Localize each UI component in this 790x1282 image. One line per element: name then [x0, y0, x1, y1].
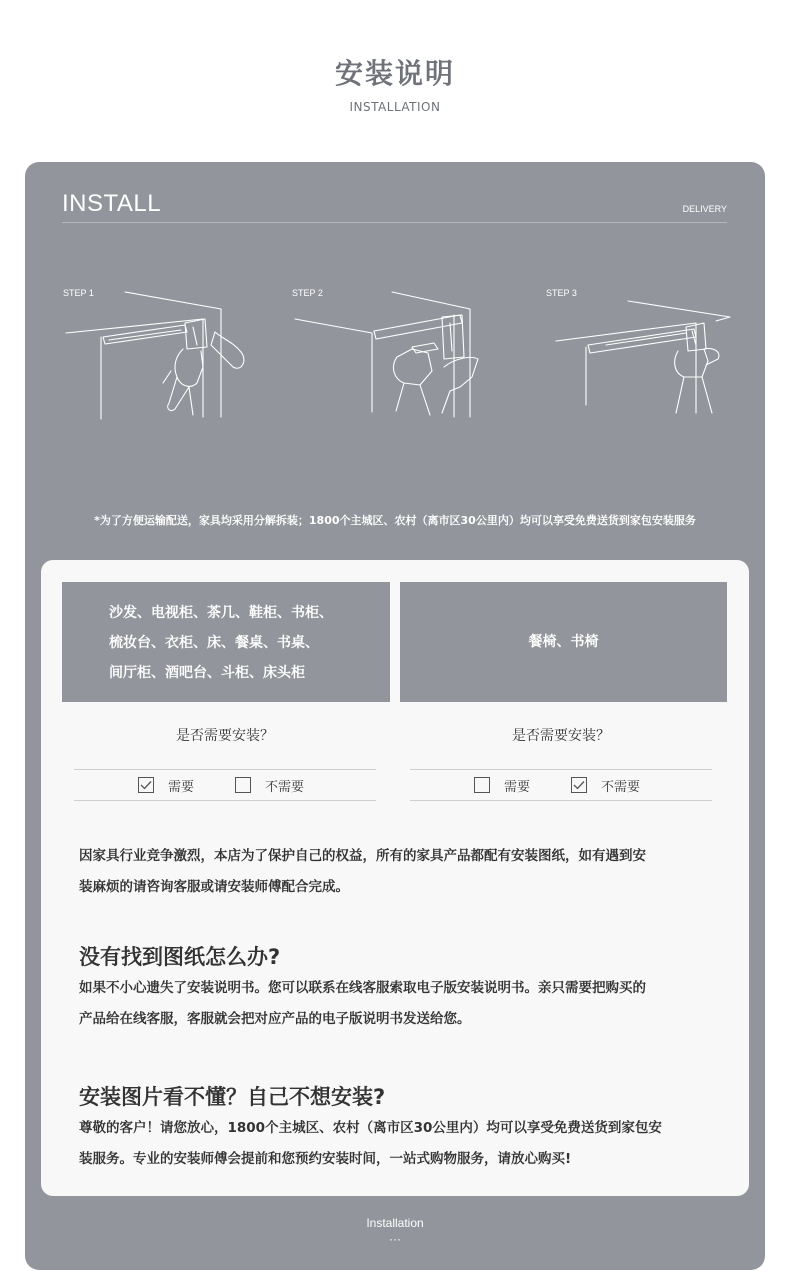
option-label: 需要	[504, 779, 531, 795]
category-line: 梳妆台、衣柜、床、餐桌、书桌、	[109, 635, 319, 651]
checkbox-unchecked-icon[interactable]	[474, 777, 490, 793]
option-label: 需要	[168, 779, 195, 795]
step-3-label: STEP 3	[546, 288, 577, 298]
category-line: 沙发、电视柜、茶几、鞋柜、书柜、	[109, 605, 333, 621]
category-box-chairs	[400, 582, 727, 702]
option-no-install[interactable]	[235, 775, 304, 795]
faq-answer-install-help	[79, 1113, 719, 1175]
step-2-label: STEP 2	[292, 288, 323, 298]
category-line: 间厅柜、酒吧台、斗柜、床头柜	[109, 665, 305, 681]
category-box-furniture	[62, 582, 390, 702]
option-no-install[interactable]	[571, 775, 640, 795]
option-label: 不需要	[265, 779, 305, 795]
option-need-install[interactable]	[138, 775, 194, 795]
install-question-left: 是否需要安装？	[176, 728, 274, 744]
page-subtitle: INSTALLATION	[349, 100, 441, 114]
paragraph-line: 装麻烦的请咨询客服或请安装师傅配合完成。	[79, 879, 349, 895]
install-info-card	[41, 560, 749, 1196]
faq-title-missing-manual: 没有找到图纸怎么办?	[79, 945, 281, 969]
paragraph-line: 装服务。专业的安装师傅会提前和您预约安装时间，一站式购物服务，请放心购买!	[79, 1151, 572, 1167]
install-options-right	[410, 769, 712, 801]
footer-dots: ···	[389, 1232, 401, 1246]
option-need-install[interactable]	[474, 775, 530, 795]
faq-title-install-help: 安装图片看不懂？自己不想安装?	[79, 1085, 386, 1109]
checkbox-unchecked-icon[interactable]	[235, 777, 251, 793]
delivery-label: DELIVERY	[682, 204, 727, 214]
step-1-illustration-icon	[63, 287, 253, 422]
checkbox-checked-icon[interactable]	[138, 777, 154, 793]
step-2-illustration-icon	[292, 287, 487, 422]
checkbox-checked-icon[interactable]	[571, 777, 587, 793]
install-panel	[25, 162, 765, 1270]
step-1-label: STEP 1	[63, 288, 94, 298]
paragraph-line: 如果不小心遗失了安装说明书。您可以联系在线客服索取电子版安装说明书。亲只需要把购买的	[79, 980, 646, 996]
paragraph-line: 产品给在线客服，客服就会把对应产品的电子版说明书发送给您。	[79, 1011, 471, 1027]
delivery-notice: *为了方便运输配送，家具均采用分解拆装；1800个主城区、农村（离市区30公里内）均可以享受免费送货到家包安装服务	[94, 514, 696, 527]
footer-label: Installation	[366, 1216, 424, 1230]
intro-paragraph	[79, 841, 719, 903]
install-options-left	[74, 769, 376, 801]
step-3-illustration-icon	[546, 287, 736, 422]
faq-answer-missing-manual	[79, 973, 719, 1035]
heading-divider	[62, 222, 727, 223]
page-title: 安装说明	[334, 57, 455, 90]
install-heading: INSTALL	[62, 190, 162, 217]
option-label: 不需要	[601, 779, 641, 795]
install-question-right: 是否需要安装？	[512, 728, 610, 744]
paragraph-line: 因家具行业竞争激烈，本店为了保护自己的权益，所有的家具产品都配有安装图纸，如有遇到安	[79, 848, 646, 864]
category-line: 餐椅、书椅	[528, 634, 599, 650]
paragraph-line: 尊敬的客户！请您放心，1800个主城区、农村（离市区30公里内）均可以享受免费送货到家包安	[79, 1120, 662, 1136]
